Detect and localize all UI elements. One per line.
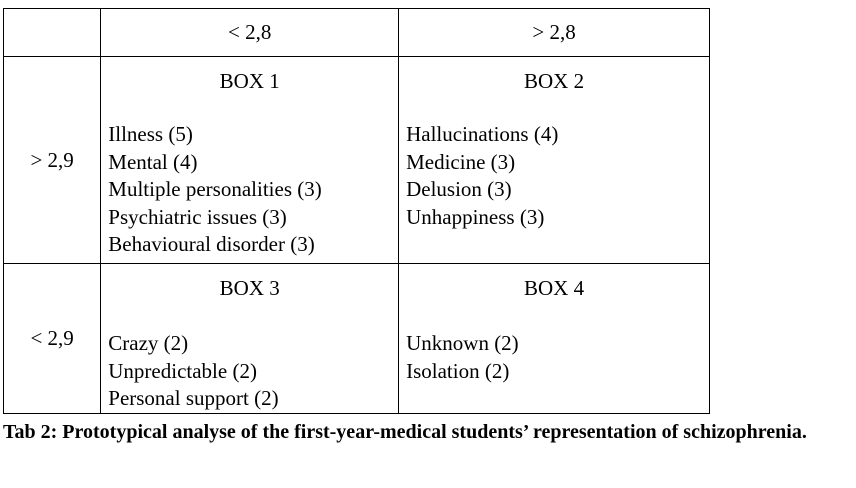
box-4-title: BOX 4 — [524, 276, 585, 300]
box-1-items — [108, 121, 321, 259]
header-row — [4, 9, 710, 57]
corner-cell — [4, 9, 101, 57]
box-2-items — [406, 121, 558, 231]
row-label-high: > 2,9 — [4, 57, 101, 264]
list-item: Mental (4) — [108, 149, 198, 174]
table-row — [4, 264, 710, 414]
box-3-items — [108, 330, 278, 413]
list-item: Delusion (3) — [406, 177, 512, 202]
box-1-cell — [101, 57, 399, 264]
box-2-cell — [399, 57, 710, 264]
box-3-cell — [101, 264, 399, 414]
list-item: Psychiatric issues (3) — [108, 204, 287, 229]
box-2-title: BOX 2 — [524, 69, 585, 93]
box-3-title: BOX 3 — [219, 276, 280, 300]
col-header-low: < 2,8 — [101, 9, 399, 57]
list-item: Hallucinations (4) — [406, 122, 559, 146]
list-item: Multiple personalities (3) — [108, 177, 322, 202]
list-item: Unpredictable (2) — [108, 358, 257, 383]
list-item: Medicine (3) — [406, 149, 516, 174]
list-item: Unknown (2) — [406, 331, 519, 355]
table-caption: Tab 2: Prototypical analyse of the first-year-medical students’ representation of schizophrenia. — [3, 421, 807, 443]
col-header-high: > 2,8 — [399, 9, 710, 57]
list-item: Crazy (2) — [108, 331, 189, 355]
table-row — [4, 57, 710, 264]
list-item: Unhappiness (3) — [406, 204, 545, 229]
list-item: Isolation (2) — [406, 358, 510, 383]
list-item: Personal support (2) — [108, 386, 279, 411]
box-1-title: BOX 1 — [219, 69, 280, 93]
row-label-low: < 2,9 — [4, 264, 101, 414]
list-item: Behavioural disorder (3) — [108, 232, 315, 257]
box-4-items — [406, 330, 519, 385]
list-item: Illness (5) — [108, 122, 193, 146]
prototypical-analysis-table — [3, 8, 710, 414]
box-4-cell — [399, 264, 710, 414]
